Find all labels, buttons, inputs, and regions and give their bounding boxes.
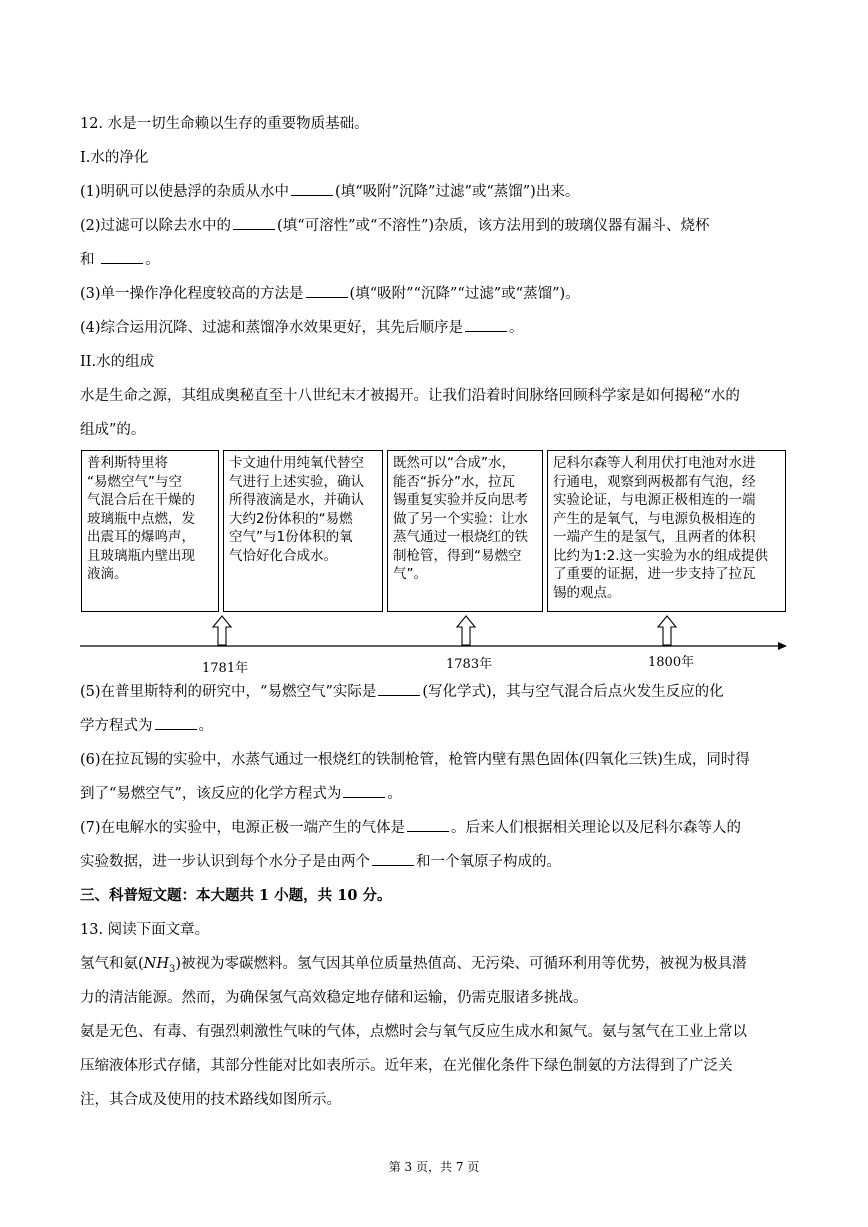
text: (填“可溶性”或“不溶性”)杂质，该方法用到的玻璃仪器有漏斗、烧杯 <box>277 218 710 234</box>
text: 和一个氧原子构成的。 <box>416 854 561 870</box>
question-12-2 <box>80 216 710 236</box>
up-arrow-icon <box>457 616 475 645</box>
section-3-heading: 三、科普短文题：本大题共 1 小题，共 10 分。 <box>80 887 392 904</box>
answer-blank[interactable] <box>372 853 414 866</box>
text: 到了“易燃空气”，该反应的化学方程式为 <box>80 786 342 802</box>
timeline-box-lavoisier: 既然可以“合成”水， 能否“拆分”水，拉瓦 锡重复实验并反向思考 做了另一个实验：让水 蒸气通过一根烧红的铁 制枪管，得到“易燃空 气”。 <box>387 450 543 612</box>
text: (1)明矾可以使悬浮的杂质从水中 <box>80 184 290 200</box>
text: 。 <box>509 320 524 336</box>
timeline-box-cavendish: 卡文迪什用纯氧代替空 气进行上述实验，确认 所得液滴是水，并确认 大约2份体积的“易燃 空气”与1份体积的氧 气恰好化合成水。 <box>223 450 383 612</box>
text: (7)在电解水的实验中，电源正极一端产生的气体是 <box>80 820 406 836</box>
year-label-1781: 1781年 <box>202 661 249 676</box>
passage-line-5: 注，其合成及使用的技术路线如图所示。 <box>80 1092 341 1108</box>
text: (3)单一操作净化程度较高的方法是 <box>80 286 304 302</box>
answer-blank[interactable] <box>101 251 143 264</box>
question-12-4 <box>80 318 524 338</box>
text: (2)过滤可以除去水中的 <box>80 218 232 234</box>
answer-blank[interactable] <box>465 319 507 332</box>
text: (写化学式)，其与空气混合后点火发生反应的化 <box>422 684 724 700</box>
text: 实验数据，进一步认识到每个水分子是由两个 <box>80 854 370 870</box>
text: (填“吸附”沉降”过滤”或“蒸馏”)出来。 <box>335 184 580 200</box>
question-12-7-cont <box>80 852 561 872</box>
text: 和 <box>80 252 95 268</box>
formula-subscript: 3 <box>169 963 176 975</box>
text: 氢气和氨( <box>80 956 144 972</box>
timeline-axis <box>0 612 868 652</box>
text: 。 <box>387 786 402 802</box>
question-12-2-cont <box>80 250 160 270</box>
section-heading-composition: II.水的组成 <box>80 354 155 370</box>
year-label-1783: 1783年 <box>446 657 493 672</box>
section-heading-purification: I.水的净化 <box>80 150 149 166</box>
question-12-title: 12. 水是一切生命赖以生存的重要物质基础。 <box>80 116 369 132</box>
passage-line-3: 氨是无色、有毒、有强烈刺激性气味的气体，点燃时会与氧气反应生成水和氮气。氨与氢气在工业上常以 <box>80 1024 747 1040</box>
up-arrow-icon <box>213 616 231 645</box>
question-12-5 <box>80 682 724 702</box>
text: 。 <box>198 718 213 734</box>
question-12-3 <box>80 284 580 304</box>
text: )被视为零碳燃料。氢气因其单位质量热值高、无污染、可循环利用等优势，被视为极具潜 <box>175 956 747 972</box>
page-footer: 第 3 页，共 7 页 <box>388 1160 480 1174</box>
question-12-7 <box>80 818 741 838</box>
text: 学方程式为 <box>80 718 153 734</box>
timeline-box-nicholson: 尼科尔森等人利用伏打电池对水进 行通电，观察到两极都有气泡，经 实验论证，与电源正极相连的一端 产生的是氧气，与电源负极相连的 一端产生的是氢气，且两者的体积 比约为1:2.这一实验为水的组成提供 了重要的证据，进一步支持了拉瓦 锡的观点。 <box>547 450 786 612</box>
question-12-6-cont <box>80 784 402 804</box>
intro-line-1: 水是生命之源，其组成奥秘直至十八世纪末才被揭开。让我们沿着时间脉络回顾科学家是如何揭秘“水的 <box>80 388 740 404</box>
year-label-1800: 1800年 <box>648 655 695 670</box>
formula: NH <box>143 956 170 972</box>
timeline-box-priestley: 普利斯特里将 “易燃空气”与空 气混合后在干燥的 玻璃瓶中点燃，发 出震耳的爆鸣声， 且玻璃瓶内壁出现 液滴。 <box>81 450 219 612</box>
question-12-1 <box>80 182 579 202</box>
question-12-5-cont <box>80 716 213 736</box>
passage-line-2: 力的清洁能源。然而，为确保氢气高效稳定地存储和运输，仍需克服诸多挑战。 <box>80 990 588 1006</box>
text: (5)在普里斯特利的研究中，“易燃空气”实际是 <box>80 684 377 700</box>
answer-blank[interactable] <box>343 785 385 798</box>
answer-blank[interactable] <box>306 285 348 298</box>
axis-arrowhead <box>778 642 787 650</box>
answer-blank[interactable] <box>378 683 420 696</box>
answer-blank[interactable] <box>407 819 449 832</box>
text: 。 <box>145 252 160 268</box>
passage-line-1 <box>80 954 747 980</box>
intro-line-2: 组成”的。 <box>80 422 146 438</box>
answer-blank[interactable] <box>155 717 197 730</box>
up-arrow-icon <box>658 616 676 645</box>
answer-blank[interactable] <box>291 183 333 196</box>
question-12-6: (6)在拉瓦锡的实验中，水蒸气通过一根烧红的铁制枪管，枪管内壁有黑色固体(四氧化三铁)生成，同时得 <box>80 752 750 768</box>
text: (4)综合运用沉降、过滤和蒸馏净水效果更好，其先后顺序是 <box>80 320 464 336</box>
text: (填“吸附”“沉降”“过滤”或“蒸馏”)。 <box>349 286 580 302</box>
passage-line-4: 压缩液体形式存储，其部分性能对比如表所示。近年来，在光催化条件下绿色制氨的方法得到了广泛关 <box>80 1058 733 1074</box>
text: 。后来人们根据相关理论以及尼科尔森等人的 <box>451 820 742 836</box>
question-13-title: 13. 阅读下面文章。 <box>80 922 210 938</box>
answer-blank[interactable] <box>233 217 275 230</box>
